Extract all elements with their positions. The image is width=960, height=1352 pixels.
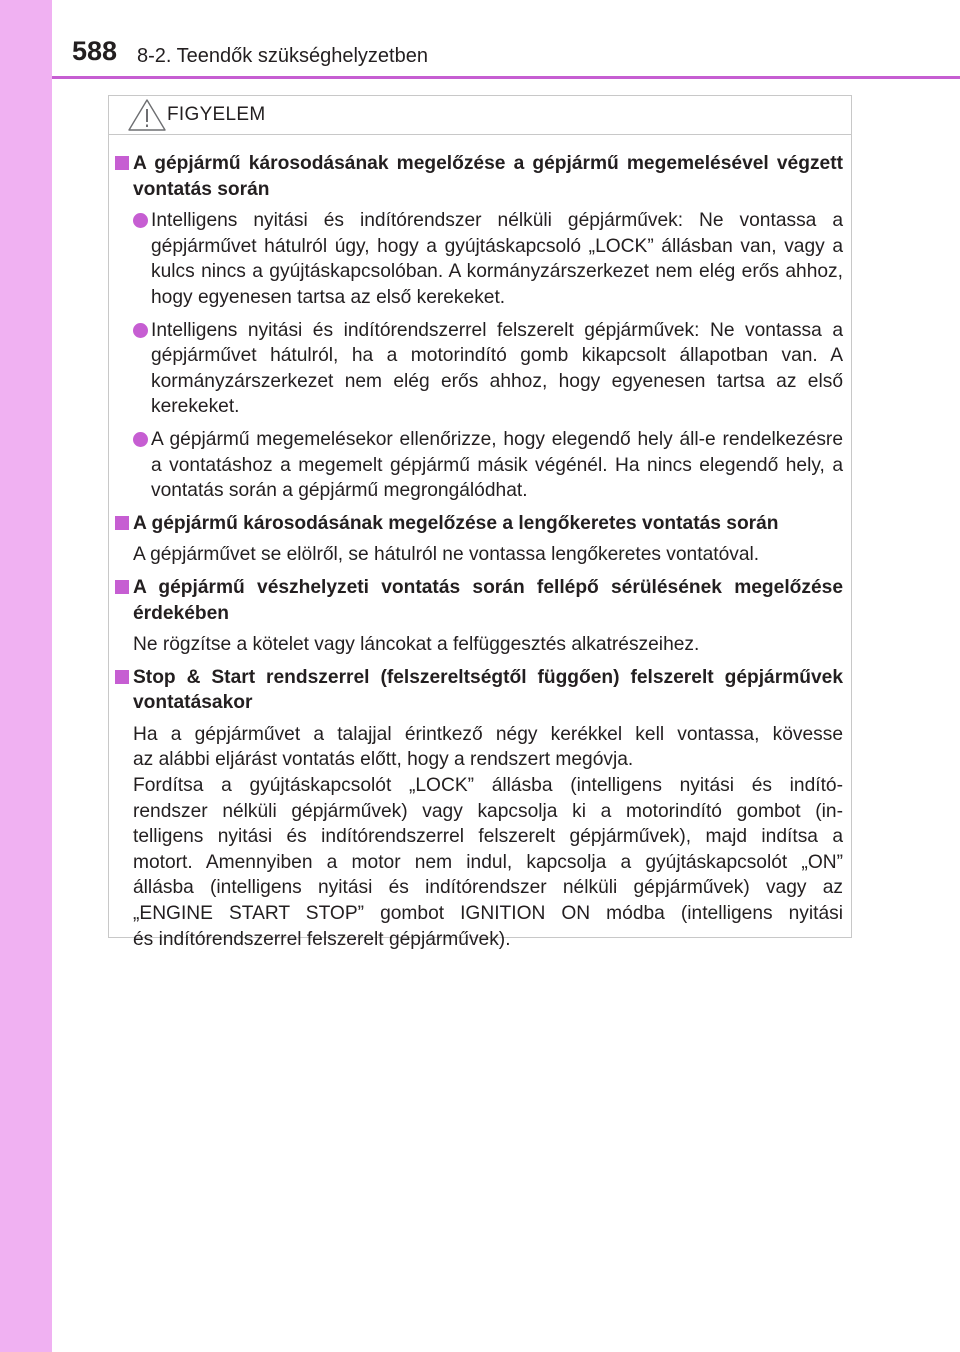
square-bullet-icon	[115, 516, 129, 530]
caution-label: FIGYELEM	[167, 104, 266, 125]
paragraph: A gépjárművet se elölről, se hátulról ne vontassa lengőkeretes vontatóval.	[133, 544, 760, 566]
list-item: Intelligens nyitási és indítórendszerrel felszerelt gépjárművek: Ne vontassa a gépjárművet hátulról, ha a motorindító gomb kikapcsolt állapotban van. A kormányzárszerkezet nem elég erős ahhoz, hogy egyenesen tartsa az első kerekeket.	[109, 318, 853, 420]
warning-triangle-icon	[127, 98, 167, 132]
paragraph: Ne rögzítse a kötelet vagy láncokat a felfüggesztés alkatrészeihez.	[133, 634, 700, 656]
page-header	[0, 0, 960, 80]
chapter-side-tab	[0, 0, 52, 1352]
section-heading: A gépjármű károsodásának megelőzése a lengőkeretes vontatás során	[109, 511, 853, 537]
text-line: Fordítsa a gyújtáskapcsolót „LOCK” állásba (intelligens nyitási és indító-	[133, 775, 843, 797]
text-line: rendszer nélküli gépjárművek) vagy kapcsolja ki a motorindító gombot (in-	[133, 800, 843, 822]
circle-bullet-icon	[133, 432, 148, 447]
section-title: 8-2. Teendők szükséghelyzetben	[137, 45, 428, 67]
section-heading: Stop & Start rendszerrel (felszereltségtől függően) felszerelt gépjárművek vontatásakor	[109, 665, 853, 716]
page-number: 588	[72, 36, 118, 66]
text-line: telligens nyitási és indítórendszerrel felszerelt gépjárművek), majd indítsa a	[133, 826, 843, 848]
circle-bullet-icon	[133, 323, 148, 338]
square-bullet-icon	[115, 156, 129, 170]
section-heading: A gépjármű vészhelyzeti vontatás során fellépő sérülésének megelőzése érdekében	[109, 575, 853, 626]
header-rule	[52, 76, 960, 79]
text-line: Ha a gépjárművet a talajjal érintkező négy kerékkel kell vontassa, kövesse	[133, 723, 843, 745]
text-line: és indítórendszerrel felszerelt gépjárművek).	[133, 928, 511, 950]
text-line: motort. Amennyiben a motor nem indul, kapcsolja a gyújtáskapcsolót „ON”	[133, 851, 843, 873]
text-line: állásba (intelligens nyitási és indítórendszer nélküli gépjárművek) vagy az	[133, 877, 843, 899]
text-line: „ENGINE START STOP” gombot IGNITION ON módba (intelligens nyitási	[133, 903, 843, 925]
list-item: A gépjármű megemelésekor ellenőrizze, hogy elegendő hely áll-e rendelkezésre a vontatáshoz a megemelt gépjármű másik végénél. Ha nincs elegendő hely, a vontatás során a gépjármű megrongálódhat.	[109, 427, 853, 504]
caution-content	[109, 151, 853, 952]
caution-header	[109, 96, 851, 135]
paragraph	[109, 722, 853, 952]
circle-bullet-icon	[133, 213, 148, 228]
section-heading: A gépjármű károsodásának megelőzése a gépjármű megemelésével végzett vontatás során	[109, 151, 853, 202]
square-bullet-icon	[115, 670, 129, 684]
list-item: Intelligens nyitási és indítórendszer nélküli gépjárművek: Ne vontassa a gépjárművet hátulról úgy, hogy a gyújtáskapcsoló „LOCK” állásban van, vagy a kulcs nincs a gyújtáskapcsolóban. A kormányzárszerkezet nem elég erős ahhoz, hogy egyenesen tartsa az első kerekeket.	[109, 208, 853, 310]
text-line: az alábbi eljárást vontatás előtt, hogy a rendszert megóvja.	[133, 749, 634, 771]
square-bullet-icon	[115, 580, 129, 594]
caution-box	[108, 95, 852, 950]
